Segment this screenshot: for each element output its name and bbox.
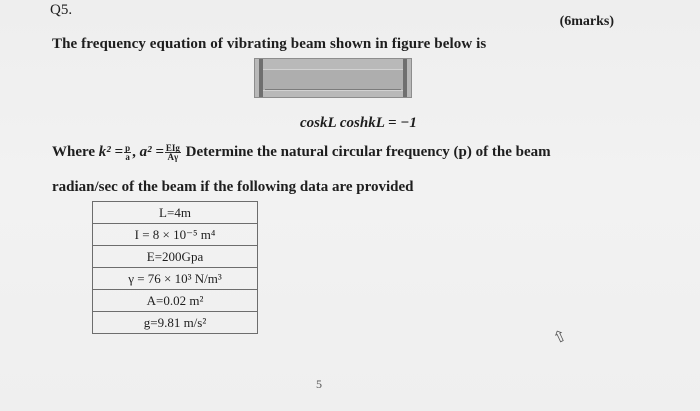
beam-body bbox=[263, 69, 403, 91]
frequency-equation: coskL coshkL = −1 bbox=[300, 115, 417, 131]
separator-comma: , bbox=[132, 144, 136, 160]
a-squared-lhs: a² = bbox=[139, 144, 164, 160]
beam-figure bbox=[254, 58, 412, 98]
where-prefix: Where bbox=[52, 144, 96, 160]
marks-label: (6marks) bbox=[559, 14, 614, 29]
data-gravity: g=9.81 m/s² bbox=[93, 312, 258, 334]
data-specific-weight: γ = 76 × 10³ N/m³ bbox=[93, 268, 258, 290]
data-moment-of-inertia: I = 8 × 10⁻⁵ m⁴ bbox=[93, 224, 258, 246]
a-fraction bbox=[165, 144, 181, 161]
data-area: A=0.02 m² bbox=[93, 290, 258, 312]
table-row bbox=[93, 224, 258, 246]
data-young-modulus: E=200Gpa bbox=[93, 246, 258, 268]
table-row bbox=[93, 268, 258, 290]
question-number: Q5. bbox=[50, 2, 73, 18]
data-length: L=4m bbox=[93, 202, 258, 224]
given-data-table bbox=[92, 201, 258, 334]
page-number: 5 bbox=[316, 377, 322, 391]
table-row bbox=[93, 290, 258, 312]
beam-length-line bbox=[265, 89, 401, 90]
k-fraction-numerator: p bbox=[125, 143, 131, 154]
table-row bbox=[93, 246, 258, 268]
k-fraction bbox=[124, 144, 131, 161]
table-row bbox=[93, 312, 258, 334]
question-intro: The frequency equation of vibrating beam shown in figure below is bbox=[52, 36, 487, 52]
mouse-pointer-icon: ⇧ bbox=[549, 325, 570, 348]
right-fixed-support bbox=[403, 59, 407, 97]
where-line bbox=[52, 144, 551, 161]
where-suffix: Determine the natural circular frequency (p) of the beam bbox=[185, 144, 551, 160]
k-squared-lhs: k² = bbox=[98, 144, 124, 160]
a-fraction-numerator: EIg bbox=[165, 143, 180, 154]
radian-line: radian/sec of the beam if the following data are provided bbox=[52, 179, 414, 195]
k-fraction-denominator: a bbox=[125, 152, 130, 163]
a-fraction-denominator: Aγ bbox=[167, 152, 179, 163]
table-row bbox=[93, 202, 258, 224]
